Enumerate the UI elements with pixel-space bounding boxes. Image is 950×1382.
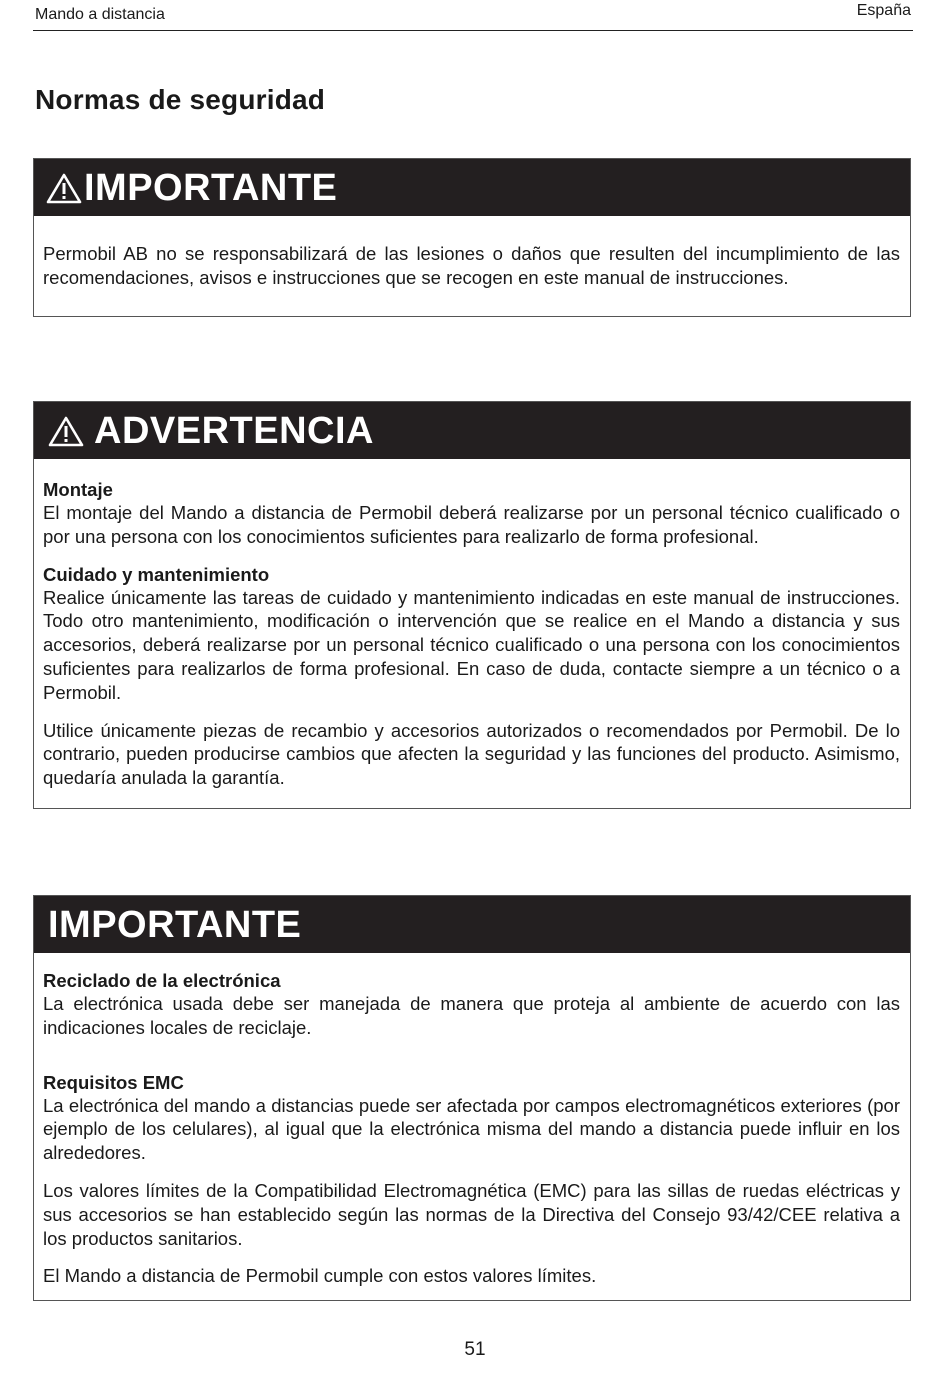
warning-header — [34, 402, 910, 459]
liability-paragraph: Permobil AB no se responsabilizará de las lesiones o daños que resulten del incumplimiento de las recomendaciones, avisos e instrucciones que se recogen en este manual de instrucciones. — [43, 243, 900, 288]
cuidado-heading: Cuidado y mantenimiento — [43, 563, 270, 585]
page-title: Normas de seguridad — [35, 84, 326, 115]
warning-triangle-icon — [46, 172, 82, 204]
reciclado-paragraph: La electrónica usada debe ser manejada de manera que proteja al ambiente de acuerdo con las indicaciones locales de reciclaje. — [43, 993, 900, 1038]
important-notice-header — [34, 159, 910, 216]
important-recycling-title: IMPORTANTE — [48, 903, 302, 946]
header-manual-title: Mando a distancia — [35, 6, 165, 23]
emc-heading: Requisitos EMC — [43, 1071, 184, 1093]
montaje-paragraph: El montaje del Mando a distancia de Permobil deberá realizarse por un personal técnico cualificado o por una persona con los conocimientos suficientes para realizarlo de forma profesional. — [43, 502, 900, 547]
warning-triangle-icon — [48, 415, 84, 447]
reciclado-heading: Reciclado de la electrónica — [43, 970, 281, 991]
piezas-paragraph: Utilice únicamente piezas de recambio y accesorios autorizados o recomendados por Permobil. De lo contrario, pueden producirse cambios que afecten la seguridad y las funciones del producto. Asimismo, quedaría anulada la garantía. — [43, 719, 900, 789]
important-notice-title: IMPORTANTE — [84, 166, 338, 209]
header-country: España — [856, 2, 911, 19]
cumple-paragraph: El Mando a distancia de Permobil cumple con estos valores límites. — [43, 1265, 597, 1287]
warning-box — [33, 401, 911, 809]
emc-paragraph: La electrónica del mando a distancias puede ser afectada por campos electromagnéticos exteriores (por ejemplo de los celulares), al igual que la electrónica misma del mando a distancia puede influir en los alrededores. — [43, 1094, 900, 1164]
warning-title: ADVERTENCIA — [94, 409, 374, 452]
montaje-heading: Montaje — [43, 479, 113, 500]
important-recycling-header — [34, 896, 910, 953]
page-header — [33, 0, 913, 31]
cuidado-paragraph: Realice únicamente las tareas de cuidado y mantenimiento indicadas en este manual de instrucciones. Todo otro mantenimiento, modificación o intervención que se realice en el Mando a distancia y sus accesorios, deberá realizarse por un personal técnico cualificado o una persona con los conocimientos suficientes para realizarlos de forma profesional. En caso de duda, contacte siempre a un técnico o a Permobil. — [43, 586, 900, 703]
important-notice-box — [33, 158, 911, 317]
important-recycling-box — [33, 895, 911, 1301]
limites-paragraph: Los valores límites de la Compatibilidad Electromagnética (EMC) para las sillas de ruedas eléctricas y sus accesorios se han establecido según las normas de la Directiva del Consejo 93/42/CEE relativa a los productos sanitarios. — [43, 1179, 900, 1249]
page-number: 51 — [464, 1339, 486, 1360]
